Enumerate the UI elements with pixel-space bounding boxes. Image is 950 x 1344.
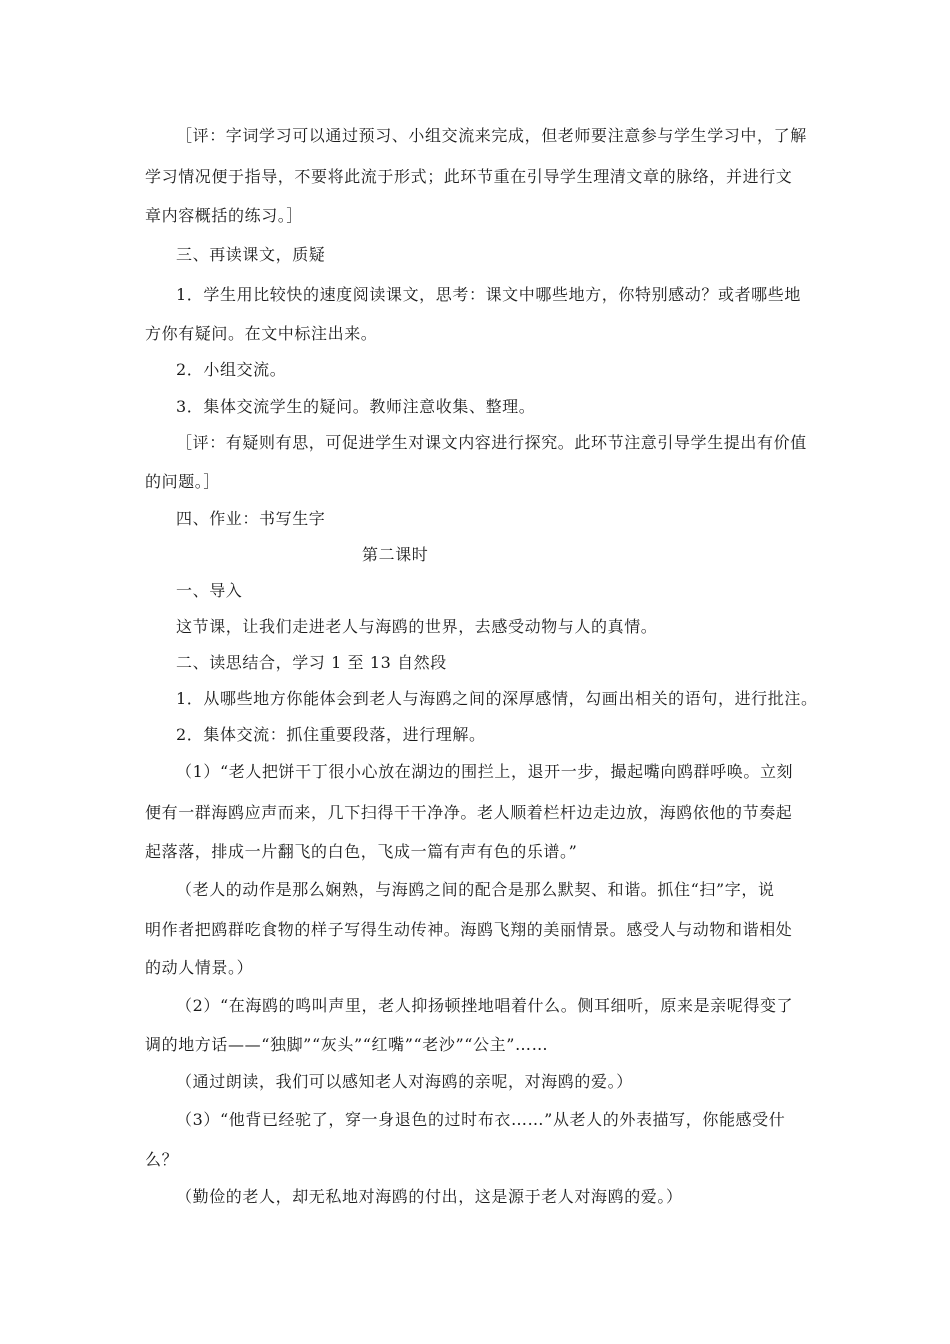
comment2-line-2: 的问题。］ xyxy=(145,472,221,491)
quote-3-line-2: 么？ xyxy=(145,1150,179,1169)
comment-line-1: ［评：字词学习可以通过预习、小组交流来完成，但老师要注意参与学生学习中，了解 xyxy=(176,126,807,145)
step-1-line-2: 方你有疑问。在文中标注出来。 xyxy=(145,324,378,343)
note-1-line-2: 明作者把鸥群吃食物的样子写得生动传神。海鸥飞翔的美丽情景。感受人与动物和谐相处 xyxy=(145,920,793,939)
note-2: （通过朗读，我们可以感知老人对海鸥的亲呢，对海鸥的爱。） xyxy=(176,1072,633,1091)
quote-3-line-1: （3）“他背已经驼了，穿一身退色的过时布衣……”从老人的外表描写，你能感受什 xyxy=(176,1110,786,1129)
note-1-line-3: 的动人情景。） xyxy=(145,958,254,977)
task-2: 2．集体交流：抓住重要段落，进行理解。 xyxy=(176,725,486,744)
section-heading-2: 二、读思结合，学习 1 至 13 自然段 xyxy=(176,653,447,672)
step-2: 2．小组交流。 xyxy=(176,360,287,379)
quote-1-line-3: 起落落，排成一片翻飞的白色，飞成一篇有声有色的乐谱。” xyxy=(145,842,578,861)
step-3: 3．集体交流学生的疑问。教师注意收集、整理。 xyxy=(176,397,536,416)
quote-2-line-2: 调的地方话——“独脚”“灰头”“红嘴”“老沙”“公主”…… xyxy=(145,1035,549,1054)
step-1-line-1: 1．学生用比较快的速度阅读课文，思考：课文中哪些地方，你特别感动？或者哪些地 xyxy=(176,285,801,304)
section-heading-4: 四、作业：书写生字 xyxy=(176,509,326,528)
lesson-title: 第二课时 xyxy=(362,545,429,564)
comment-line-3: 章内容概括的练习。］ xyxy=(145,206,304,225)
note-3: （勤俭的老人，却无私地对海鸥的付出，这是源于老人对海鸥的爱。） xyxy=(176,1187,683,1206)
quote-1-line-1: （1）“老人把饼干丁很小心放在湖边的围拦上，退开一步，撮起嘴向鸥群呼唤。立刻 xyxy=(176,762,794,781)
comment2-line-1: ［评：有疑则有思，可促进学生对课文内容进行探究。此环节注意引导学生提出有价值 xyxy=(176,433,807,452)
quote-2-line-1: （2）“在海鸥的鸣叫声里，老人抑扬顿挫地唱着什么。侧耳细听，原来是亲呢得变了 xyxy=(176,996,794,1015)
section-heading-3: 三、再读课文，质疑 xyxy=(176,245,326,264)
section-heading-1: 一、导入 xyxy=(176,581,243,600)
intro-text: 这节课，让我们走进老人与海鸥的世界，去感受动物与人的真情。 xyxy=(176,617,658,636)
note-1-line-1: （老人的动作是那么娴熟，与海鸥之间的配合是那么默契、和谐。抓住“扫”字，说 xyxy=(176,880,775,899)
quote-1-line-2: 便有一群海鸥应声而来，几下扫得干干净净。老人顺着栏杆边走边放，海鸥依他的节奏起 xyxy=(145,803,793,822)
task-1: 1．从哪些地方你能体会到老人与海鸥之间的深厚感情，勾画出相关的语句，进行批注。 xyxy=(176,689,818,708)
comment-line-2: 学习情况便于指导，不要将此流于形式；此环节重在引导学生理清文章的脉络，并进行文 xyxy=(145,167,793,186)
